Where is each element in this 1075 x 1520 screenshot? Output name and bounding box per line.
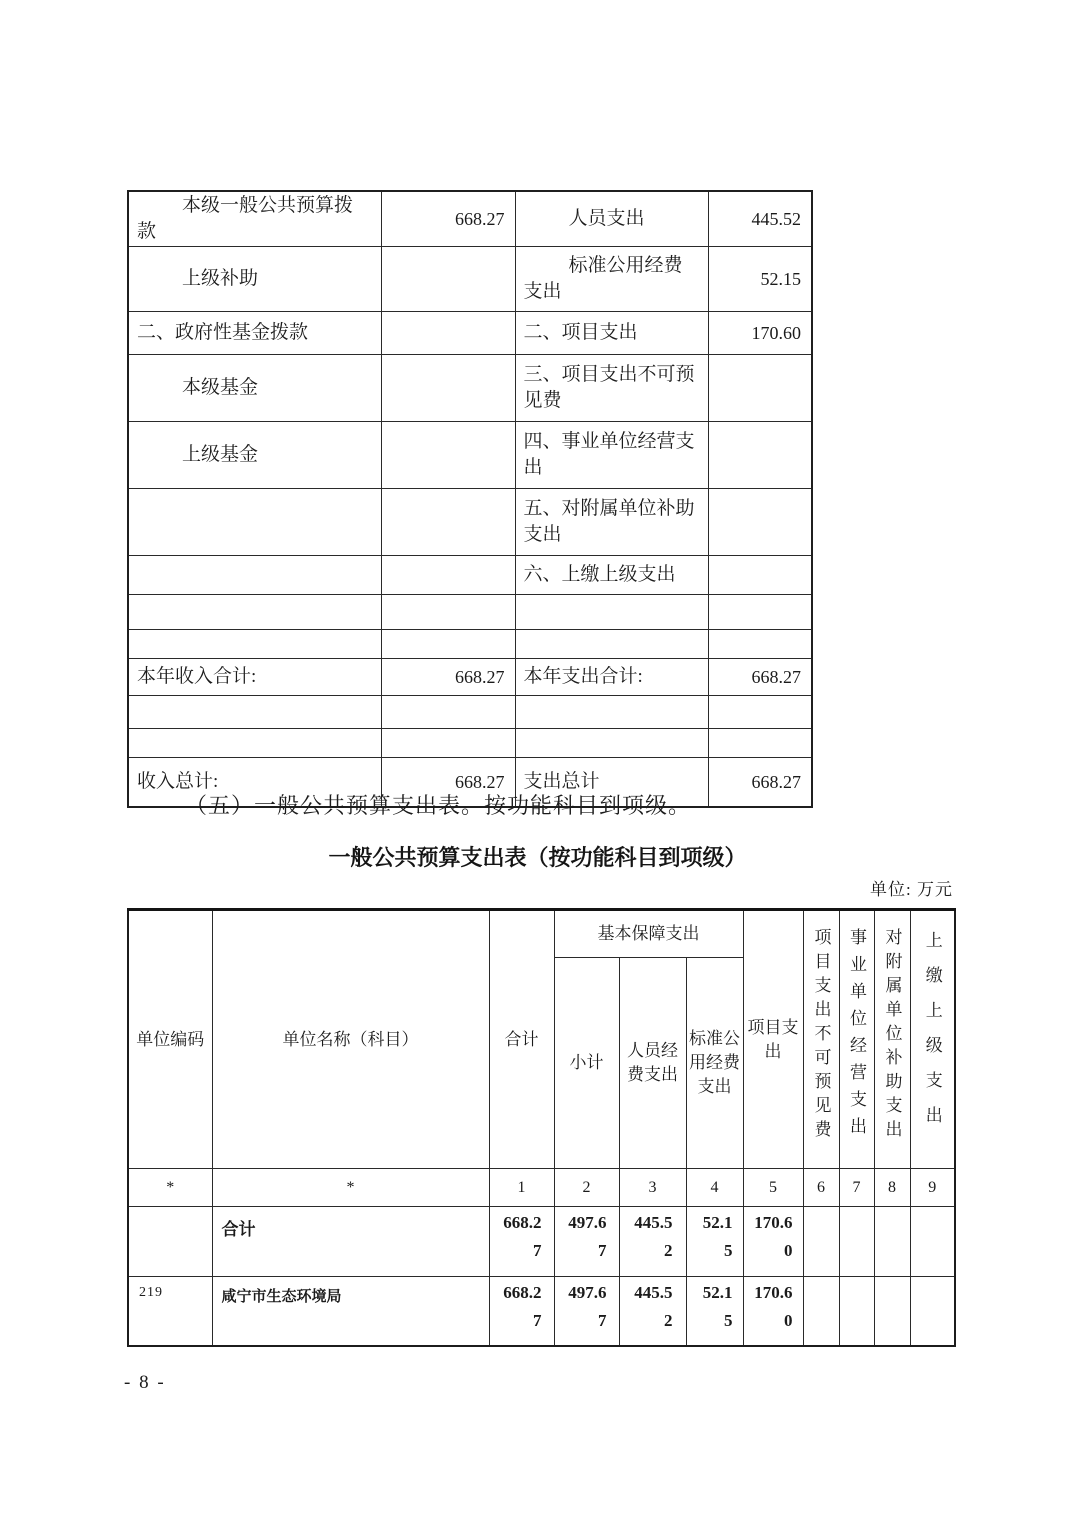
expense-value-cell: 170.60 [708,312,812,355]
unit-code-cell [128,1207,212,1277]
income-value-cell: 668.27 [381,191,515,247]
expense-value-cell: 445.52 [708,191,812,247]
value-cell [874,1277,910,1347]
table-row [128,556,812,595]
expense-label-cell: 支出总计 [515,758,708,808]
expense-value-cell [708,355,812,422]
functional-expenditure-table [127,908,956,1347]
expense-label-cell: 五、对附属单位补助支出 [515,489,708,556]
expense-label-cell [515,595,708,630]
header-total: 合计 [489,910,554,1169]
income-value-cell [381,422,515,489]
income-label-cell [128,556,381,595]
value-cell [839,1277,874,1347]
header-personnel-expense: 人员经费支出 [619,958,686,1169]
income-expense-summary-table [127,190,813,808]
value-cell: 497.67 [554,1207,619,1277]
income-value-cell [381,729,515,758]
value-cell: 170.60 [743,1207,803,1277]
table-row [128,191,812,247]
income-value-cell [381,247,515,312]
expense-label-cell [515,729,708,758]
header-project-expense: 项目支出 [743,910,803,1169]
table-title: 一般公共预算支出表（按功能科目到项级） [328,845,747,870]
column-number-cell: 2 [554,1169,619,1207]
expense-value-cell: 52.15 [708,247,812,312]
income-label-cell: 上级补助 [128,247,381,312]
income-value-cell [381,312,515,355]
table-row [128,696,812,729]
value-cell: 668.27 [489,1277,554,1347]
income-label-cell [128,630,381,659]
expense-value-cell: 668.27 [708,758,812,808]
table-row [128,729,812,758]
expense-label-cell: 人员支出 [515,191,708,247]
table-header-row [128,910,955,958]
header-project-contingency [803,910,839,1169]
expense-label-cell: 本年支出合计: [515,659,708,696]
header-basic-guarantee-group: 基本保障支出 [554,910,743,958]
value-cell [874,1207,910,1277]
expense-value-cell [708,489,812,556]
expense-label-cell: 二、项目支出 [515,312,708,355]
header-turn-over [910,910,955,1169]
unit-note: 单位: 万元 [870,880,953,899]
income-label-cell: 本年收入合计: [128,659,381,696]
value-cell: 52.15 [686,1277,743,1347]
expense-value-cell [708,556,812,595]
page-number: - 8 - [124,1372,166,1393]
table-row [128,595,812,630]
income-value-cell: 668.27 [381,758,515,808]
value-cell: 668.27 [489,1207,554,1277]
value-cell [910,1207,955,1277]
income-value-cell [381,696,515,729]
column-number-cell: 9 [910,1169,955,1207]
column-number-cell: 8 [874,1169,910,1207]
table-row [128,422,812,489]
table-row [128,659,812,696]
expense-value-cell [708,630,812,659]
column-number-cell: 7 [839,1169,874,1207]
column-number-cell: * [128,1169,212,1207]
expense-label-cell: 六、上缴上级支出 [515,556,708,595]
expense-label-cell [515,630,708,659]
income-label-cell: 本级基金 [128,355,381,422]
unit-name-cell: 咸宁市生态环境局 [212,1277,489,1347]
income-label-cell [128,489,381,556]
income-label-cell: 本级一般公共预算拨款 [128,191,381,247]
value-cell [839,1207,874,1277]
column-number-cell: 1 [489,1169,554,1207]
expense-value-cell: 668.27 [708,659,812,696]
expense-label-cell: 四、事业单位经营支出 [515,422,708,489]
value-cell [803,1277,839,1347]
value-cell: 170.60 [743,1277,803,1347]
column-number-cell: * [212,1169,489,1207]
column-number-cell: 6 [803,1169,839,1207]
header-unit-name: 单位名称（科目） [212,910,489,1169]
value-cell: 445.52 [619,1207,686,1277]
value-cell [910,1277,955,1347]
expense-value-cell [708,422,812,489]
vertical-label: 事业单位经营支出 [847,928,867,1144]
header-standard-public-expense: 标准公用经费支出 [686,958,743,1169]
income-label-cell: 收入总计: [128,758,381,808]
vertical-label: 上缴上级支出 [922,931,942,1141]
income-label-cell [128,729,381,758]
vertical-label: 对附属单位补助支出 [882,928,902,1144]
column-number-cell: 3 [619,1169,686,1207]
value-cell: 445.52 [619,1277,686,1347]
unit-name-cell: 合计 [212,1207,489,1277]
header-unit-code: 单位编码 [128,910,212,1169]
table-row [128,489,812,556]
column-number-cell: 5 [743,1169,803,1207]
table-row [128,630,812,659]
section-heading: （五）一般公共预算支出表。按功能科目到项级。 [185,793,692,818]
value-cell: 497.67 [554,1277,619,1347]
value-cell: 52.15 [686,1207,743,1277]
income-value-cell: 668.27 [381,659,515,696]
header-subtotal: 小计 [554,958,619,1169]
header-business-operation [839,910,874,1169]
table-row [128,1277,955,1347]
expense-value-cell [708,595,812,630]
income-value-cell [381,595,515,630]
income-label-cell [128,595,381,630]
income-value-cell [381,489,515,556]
vertical-label: 项目支出不可预见费 [811,928,831,1144]
header-subsidiary-subsidy [874,910,910,1169]
expense-value-cell [708,729,812,758]
column-number-cell: 4 [686,1169,743,1207]
value-cell [803,1207,839,1277]
expense-label-cell: 三、项目支出不可预见费 [515,355,708,422]
table-row [128,355,812,422]
income-label-cell [128,696,381,729]
income-label-cell: 上级基金 [128,422,381,489]
income-value-cell [381,556,515,595]
column-number-row [128,1169,955,1207]
expense-label-cell [515,696,708,729]
income-label-cell: 二、政府性基金拨款 [128,312,381,355]
expense-label-cell: 标准公用经费支出 [515,247,708,312]
income-value-cell [381,630,515,659]
income-value-cell [381,355,515,422]
unit-code-cell: 219 [128,1277,212,1347]
table-row [128,312,812,355]
expense-value-cell [708,696,812,729]
table-row [128,247,812,312]
table-row [128,1207,955,1277]
